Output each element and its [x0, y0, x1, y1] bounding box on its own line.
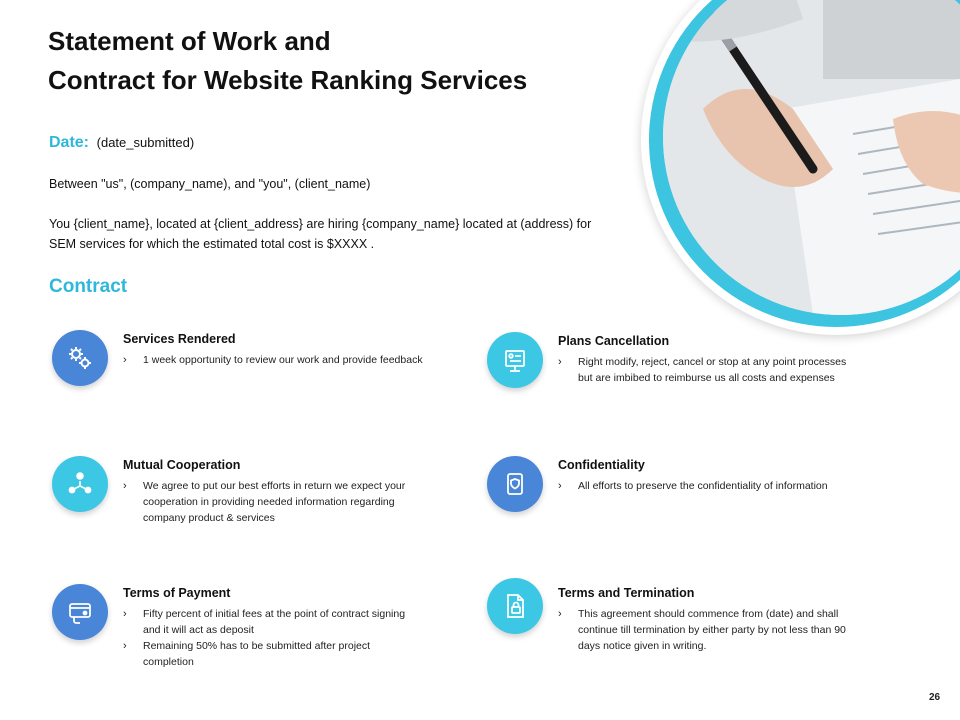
planning-board-icon	[487, 332, 543, 388]
gears-icon	[52, 330, 108, 386]
hiring-description: You {client_name}, located at {client_address} are hiring {company_name} located at (address) for SEM services for which the estimated total cost is $XXXX .	[49, 217, 592, 251]
card-payment-icon	[52, 584, 108, 640]
contract-heading: Contract	[49, 276, 128, 297]
item-bullets	[123, 352, 423, 368]
team-network-icon	[52, 456, 108, 512]
title-line-2: Contract for Website Ranking Services	[48, 65, 528, 95]
hero-photo-frame	[641, 0, 960, 335]
item-title: Confidentiality	[558, 458, 645, 472]
between-parties-text: Between "us", (company_name), and "you", (client_name)	[49, 177, 371, 191]
date-value: (date_submitted)	[96, 135, 195, 150]
date-label: Date:	[49, 134, 90, 151]
item-bullets	[558, 478, 858, 494]
bullet: › Fifty percent of initial fees at the point of contract signing and it will act as deposit	[123, 606, 423, 638]
bullet: › All efforts to preserve the confidentiality of information	[558, 478, 858, 494]
item-title: Terms and Termination	[558, 586, 695, 600]
bullet: › Right modify, reject, cancel or stop at any point processes but are imbibed to reimburse us all costs and expenses	[558, 354, 858, 386]
item-bullets	[123, 478, 423, 526]
bullet: › This agreement should commence from (date) and shall continue till termination by either party by not less than 90 days notice given in writing.	[558, 606, 858, 654]
item-bullets	[123, 606, 423, 670]
bullet: › 1 week opportunity to review our work and provide feedback	[123, 352, 423, 368]
secure-device-icon	[487, 456, 543, 512]
bullet: › We agree to put our best efforts in return we expect your cooperation in providing needed information regarding company product & services	[123, 478, 423, 526]
item-title: Services Rendered	[123, 332, 236, 346]
page-title	[48, 22, 527, 100]
item-title: Mutual Cooperation	[123, 458, 241, 472]
date-line	[49, 134, 194, 152]
page-number: 26	[929, 692, 941, 703]
item-bullets	[558, 354, 858, 386]
item-bullets	[558, 606, 858, 654]
bullet: › Remaining 50% has to be submitted after project completion	[123, 638, 423, 670]
item-title: Terms of Payment	[123, 586, 231, 600]
item-title: Plans Cancellation	[558, 334, 670, 348]
title-line-1: Statement of Work and	[48, 26, 331, 56]
document-lock-icon	[487, 578, 543, 634]
